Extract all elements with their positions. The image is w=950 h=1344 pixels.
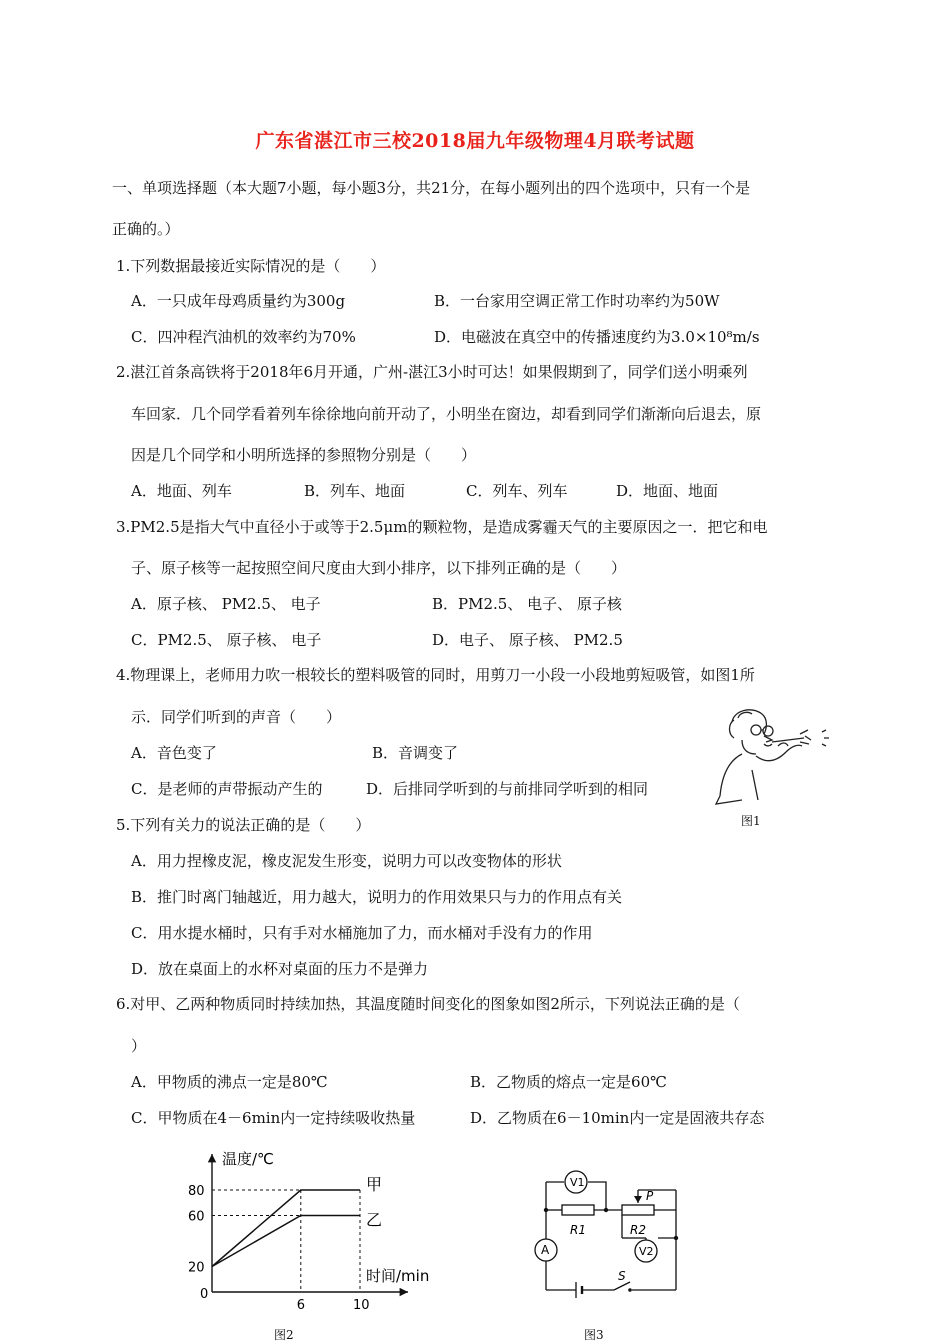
- q4-option-c: C．是老师的声带振动产生的: [131, 780, 323, 798]
- figure3-resistor-r2: [622, 1205, 654, 1215]
- q1-stem: 1.下列数据最接近实际情况的是（ ）: [116, 257, 386, 275]
- figure2-series-line-1: [212, 1216, 360, 1267]
- q5-option-d: D．放在桌面上的水杯对桌面的压力不是弹力: [131, 960, 429, 978]
- q6-option-d: D．乙物质在6－10min内一定是固液共存态: [470, 1109, 765, 1127]
- q2-option-a: A．地面、列车: [131, 482, 232, 500]
- figure3-resistor-r1: [562, 1205, 594, 1215]
- q6-stem-line2: ）: [131, 1037, 147, 1055]
- q3-option-a: A．原子核、 PM2.5、 电子: [131, 595, 321, 613]
- q2-option-b: B．列车、地面: [304, 482, 406, 500]
- q6-option-c: C．甲物质在4－6min内一定持续吸收热量: [131, 1109, 416, 1127]
- figure2-chart: [170, 1140, 460, 1320]
- q4-stem-line2: 示．同学们听到的声音（ ）: [131, 708, 342, 726]
- figure3-label-p: P: [646, 1189, 654, 1203]
- figure3-label-v2: V2: [639, 1245, 654, 1258]
- q5-option-b: B．推门时离门轴越近，用力越大，说明力的作用效果只与力的作用点有关: [131, 888, 623, 906]
- q4-option-d: D．后排同学听到的与前排同学听到的相同: [366, 780, 649, 798]
- q3-stem-line2: 子、原子核等一起按照空间尺度由大到小排序，以下排列正确的是（ ）: [131, 559, 627, 577]
- figure3-circuit-diagram: [526, 1162, 686, 1312]
- q6-stem-line1: 6.对甲、乙两种物质同时持续加热，其温度随时间变化的图象如图2所示，下列说法正确的是（: [116, 995, 740, 1013]
- figure2-xtick-label-1: 10: [353, 1298, 370, 1313]
- figure2-series-label-1: 乙: [366, 1210, 383, 1230]
- q4-stem-line1: 4.物理课上，老师用力吹一根较长的塑料吸管的同时，用剪刀一小段一小段地剪短吸管，如图1所: [116, 666, 755, 684]
- q5-option-c: C．用水提水桶时，只有手对水桶施加了力，而水桶对手没有力的作用: [131, 924, 593, 942]
- figure3-label-r1: R1: [570, 1223, 586, 1237]
- figure1-caption: 图1: [741, 814, 761, 828]
- figure2-series-label-0: 甲: [366, 1175, 383, 1194]
- figure2-caption: 图2: [274, 1328, 294, 1342]
- q2-option-c: C．列车、列车: [466, 482, 568, 500]
- figure3-label-s: S: [618, 1269, 626, 1283]
- section-heading-line2: 正确的。）: [112, 220, 180, 238]
- q1-option-a: A．一只成年母鸡质量约为300g: [131, 292, 346, 310]
- figure3-caption: 图3: [584, 1328, 604, 1342]
- figure3-label-r2: R2: [630, 1223, 646, 1237]
- figure2-ytick-label-2: 20: [188, 1260, 205, 1276]
- figure2-origin-label: 0: [200, 1287, 209, 1302]
- q4-option-a: A．音色变了: [131, 744, 217, 762]
- q1-option-c: C．四冲程汽油机的效率约为70%: [131, 328, 356, 346]
- figure1-teacher-illustration: [712, 700, 836, 810]
- figure2-series-line-0: [212, 1190, 360, 1267]
- page-title: 广东省湛江市三校2018届九年级物理4月联考试题: [255, 130, 695, 152]
- q3-option-d: D．电子、 原子核、 PM2.5: [432, 631, 623, 649]
- q3-option-b: B．PM2.5、 电子、 原子核: [432, 595, 622, 613]
- q6-option-a: A．甲物质的沸点一定是80℃: [131, 1073, 328, 1091]
- figure2-ylabel: 温度/℃: [222, 1150, 274, 1168]
- figure2-xtick-label-0: 6: [296, 1298, 306, 1313]
- section-heading-line1: 一、单项选择题（本大题7小题，每小题3分，共21分，在每小题列出的四个选项中，只有一个是: [112, 179, 751, 197]
- q5-option-a: A．用力捏橡皮泥，橡皮泥发生形变，说明力可以改变物体的形状: [131, 852, 562, 870]
- figure2-ytick-label-1: 60: [188, 1209, 205, 1225]
- figure3-label-a: A: [541, 1243, 550, 1257]
- q3-option-c: C．PM2.5、 原子核、 电子: [131, 631, 322, 649]
- figure3-label-v1: V1: [570, 1176, 585, 1189]
- q2-stem-line3: 因是几个同学和小明所选择的参照物分别是（ ）: [131, 446, 477, 464]
- q4-option-b: B．音调变了: [372, 744, 459, 762]
- q2-option-d: D．地面、地面: [616, 482, 719, 500]
- q1-option-b: B．一台家用空调正常工作时功率约为50W: [434, 292, 720, 310]
- q5-stem: 5.下列有关力的说法正确的是（ ）: [116, 816, 371, 834]
- q1-option-d: D．电磁波在真空中的传播速度约为3.0×10⁸m/s: [434, 328, 760, 346]
- q3-stem-line1: 3.PM2.5是指大气中直径小于或等于2.5μm的颗粒物，是造成雾霾天气的主要原因之一．把它和电: [116, 518, 768, 536]
- q6-option-b: B．乙物质的熔点一定是60℃: [470, 1073, 667, 1091]
- q2-stem-line2: 车回家．几个同学看着列车徐徐地向前开动了，小明坐在窗边，却看到同学们渐渐向后退去，原: [131, 405, 762, 423]
- figure2-ytick-label-0: 80: [188, 1184, 205, 1199]
- q2-stem-line1: 2.湛江首条高铁将于2018年6月开通，广州-湛江3小时可达！如果假期到了，同学们送小明乘列: [116, 363, 748, 381]
- figure3-slider-arrow: [634, 1196, 642, 1203]
- figure2-xlabel: 时间/min: [366, 1267, 430, 1285]
